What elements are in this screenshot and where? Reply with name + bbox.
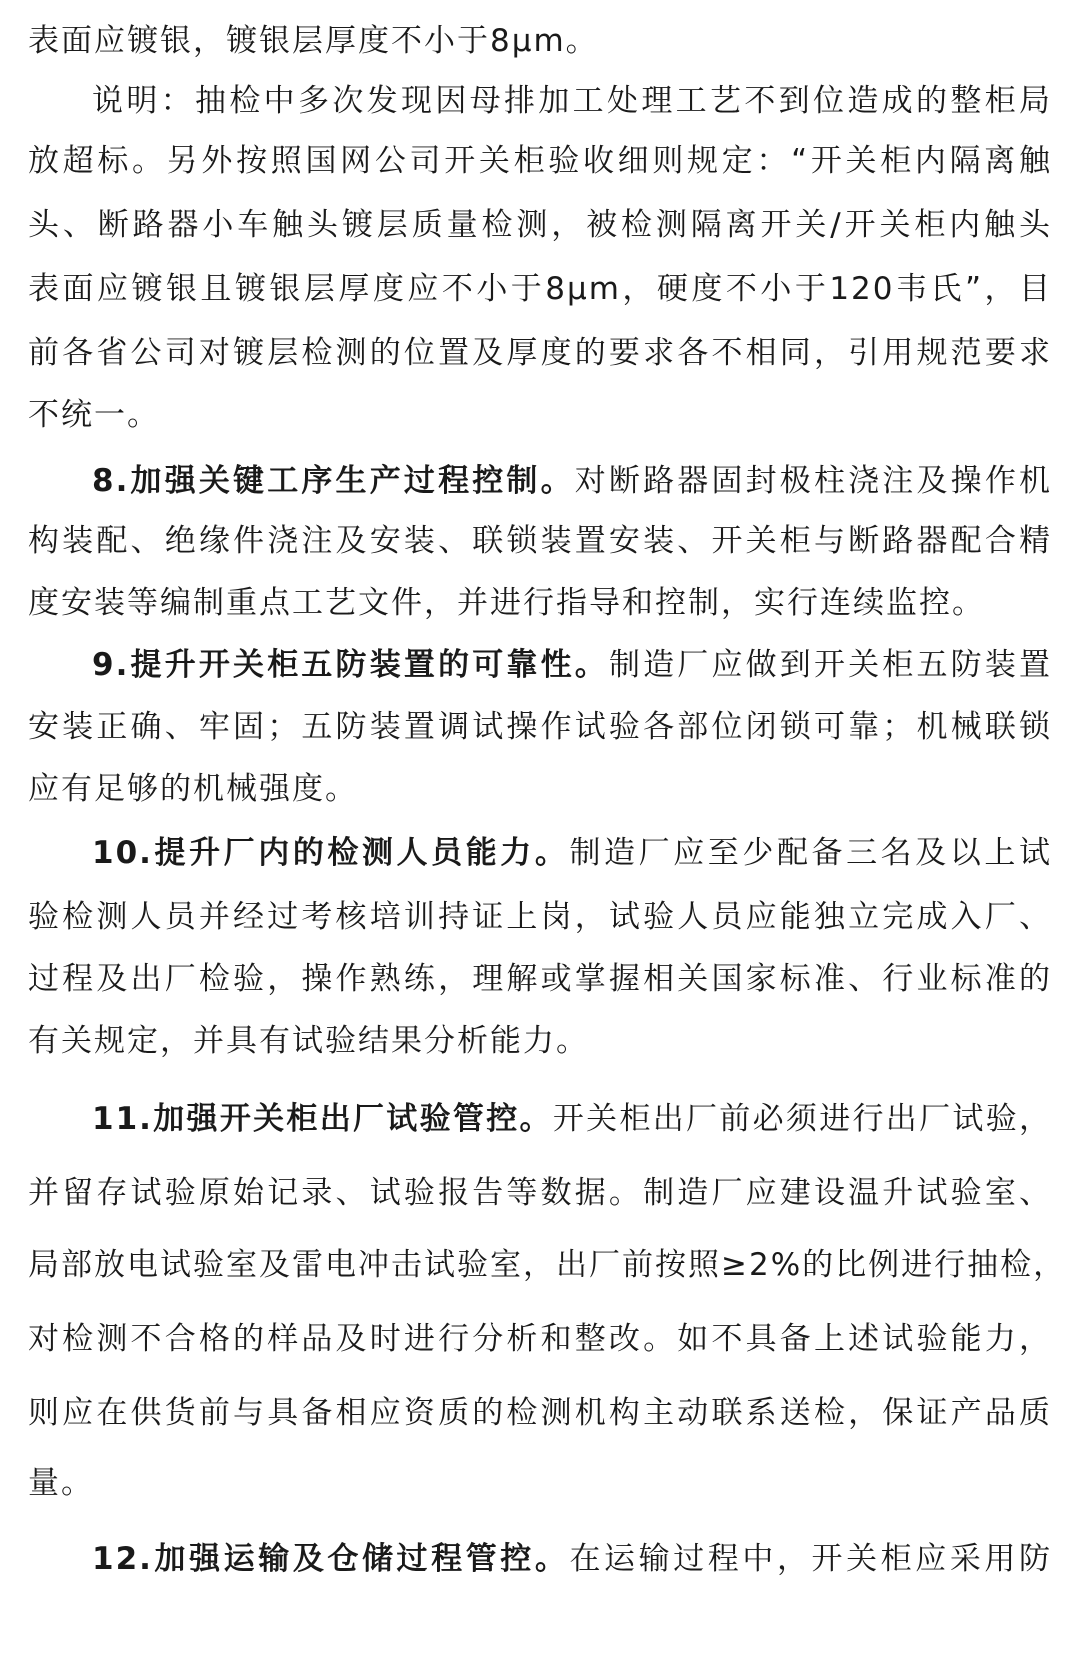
paragraph-text: 安装正确、牢固；五防装置调试操作试验各部位闭锁可靠；机械联锁 (28, 709, 1052, 745)
paragraph-text: 对断路器固封极柱浇注及操作机 (574, 463, 1052, 499)
paragraph-text: 在运输过程中，开关柜应采用防 (569, 1541, 1053, 1577)
section-9 (92, 632, 1052, 698)
text-line (0, 1160, 1080, 1226)
section-11 (92, 1086, 1052, 1152)
paragraph-text: 验检测人员并经过考核培训持证上岗，试验人员应能独立完成入厂、 (28, 899, 1052, 935)
section-heading: 10.提升厂内的检测人员能力。 (92, 835, 570, 871)
text-line (0, 448, 1080, 514)
text-line (0, 1008, 1080, 1074)
paragraph-text: 制造厂应至少配备三名及以上试 (569, 835, 1053, 871)
text-line (0, 1306, 1080, 1372)
text-line (0, 1232, 1080, 1298)
text-line (0, 68, 1080, 134)
paragraph-text: 有关规定，并具有试验结果分析能力。 (28, 1023, 589, 1059)
text-line (0, 256, 1080, 322)
paragraph-text: 放超标。另外按照国网公司开关柜验收细则规定：“开关柜内隔离触 (28, 143, 1052, 179)
text-line (0, 1450, 1080, 1516)
text-line (0, 1086, 1080, 1152)
text-line (0, 820, 1080, 886)
paragraph-text: 说明：抽检中多次发现因母排加工处理工艺不到位造成的整柜局 (92, 83, 1052, 119)
section-heading: 11.加强开关柜出厂试验管控。 (92, 1101, 553, 1137)
text-line (0, 1380, 1080, 1446)
section-heading: 9.提升开关柜五防装置的可靠性。 (92, 647, 609, 683)
section-heading: 8.加强关键工序生产过程控制。 (92, 463, 575, 499)
paragraph-text: 构装配、绝缘件浇注及安装、联锁装置安装、开关柜与断路器配合精 (28, 523, 1052, 559)
text-line (0, 632, 1080, 698)
paragraph-text: 对检测不合格的样品及时进行分析和整改。如不具备上述试验能力， (28, 1321, 1052, 1357)
paragraph-text: 不统一。 (28, 397, 160, 433)
paragraph-text: 局部放电试验室及雷电冲击试验室，出厂前按照≥2%的比例进行抽检， (28, 1247, 1067, 1283)
paragraph-text: 头、断路器小车触头镀层质量检测，被检测隔离开关/开关柜内触头 (28, 207, 1052, 243)
section-8 (92, 448, 1052, 514)
section-heading: 12.加强运输及仓储过程管控。 (92, 1541, 570, 1577)
section-12 (92, 1526, 1052, 1592)
text-line (0, 192, 1080, 258)
paragraph-text: 表面应镀银且镀银层厚度应不小于8μm，硬度不小于120韦氏”，目 (28, 271, 1052, 307)
section-10 (92, 820, 1052, 886)
text-line (0, 756, 1080, 822)
text-line (0, 694, 1080, 760)
paragraph-text: 则应在供货前与具备相应资质的检测机构主动联系送检，保证产品质 (28, 1395, 1052, 1431)
text-line (0, 1526, 1080, 1592)
paragraph-text: 并留存试验原始记录、试验报告等数据。制造厂应建设温升试验室、 (28, 1175, 1052, 1211)
paragraph-text: 度安装等编制重点工艺文件，并进行指导和控制，实行连续监控。 (28, 585, 985, 621)
paragraph-text: 前各省公司对镀层检测的位置及厚度的要求各不相同，引用规范要求 (28, 335, 1052, 371)
paragraph-text: 制造厂应做到开关柜五防装置 (608, 647, 1052, 683)
paragraph-text: 过程及出厂检验，操作熟练，理解或掌握相关国家标准、行业标准的 (28, 961, 1052, 997)
text-line (0, 884, 1080, 950)
paragraph-text: 开关柜出厂前必须进行出厂试验， (552, 1101, 1052, 1137)
paragraph-text: 应有足够的机械强度。 (28, 771, 358, 807)
text-line (0, 320, 1080, 386)
text-line (0, 382, 1080, 448)
paragraph-text: 表面应镀银，镀银层厚度不小于8μm。 (28, 23, 599, 59)
text-line (0, 128, 1080, 194)
text-line (0, 508, 1080, 574)
paragraph-text: 量。 (28, 1465, 94, 1501)
text-line (0, 946, 1080, 1012)
text-line (0, 570, 1080, 636)
text-line (0, 8, 1080, 74)
